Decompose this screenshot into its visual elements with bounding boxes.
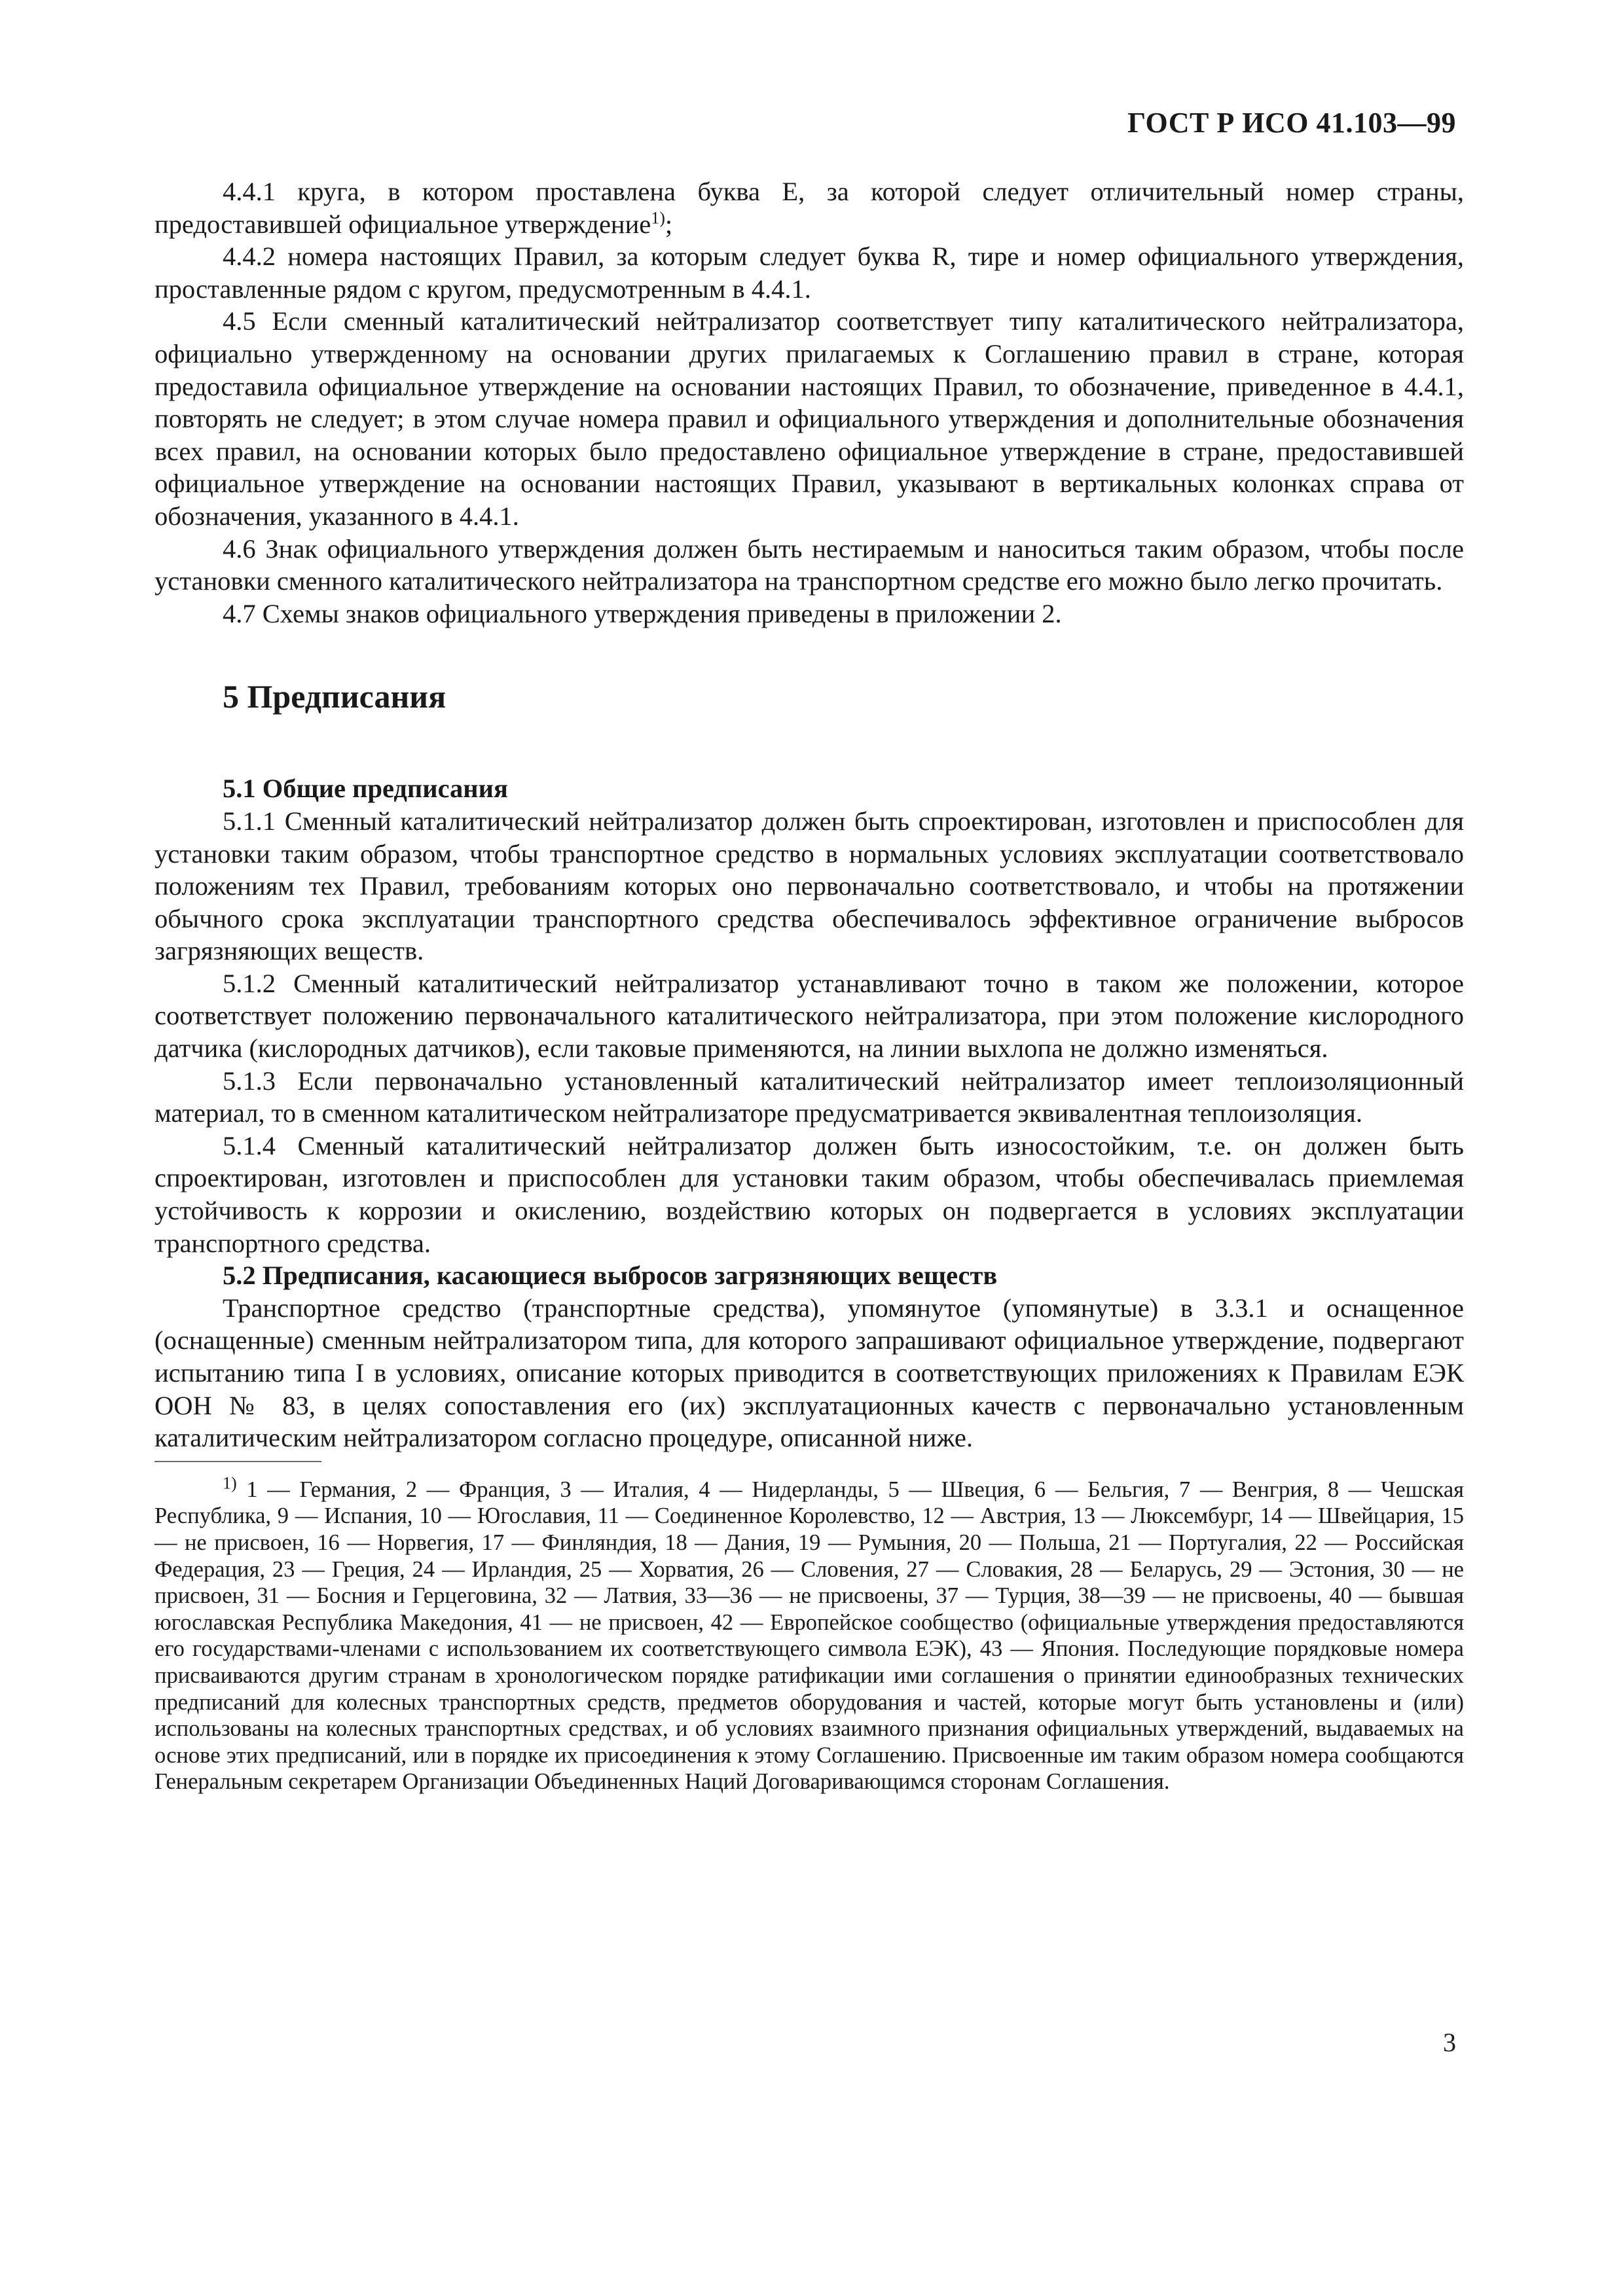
document-code-header: ГОСТ Р ИСО 41.103—99: [1127, 107, 1456, 139]
footnote-1-mark: 1): [223, 1473, 237, 1493]
section-5-heading: 5 Предписания: [223, 678, 447, 715]
footnote-1-text: 1 — Германия, 2 — Франция, 3 — Италия, 4 — Нидерланды, 5 — Швеция, 6 — Бельгия, 7 — Венгрия, 8 — Чешская Республика, 9 — Испания, 10 — Югославия, 11 — Соединенное Королевство, 12 — Австрия, 13 — Люксембург, 14 — Швейцария, 15 — не присвоен, 16 — Норвегия, 17 — Финляндия, 18 — Дания, 19 — Румыния, 20 — Польша, 21 — Португалия, 22 — Российская Федерация, 23 — Греция, 24 — Ирландия, 25 — Хорватия, 26 — Словения, 27 — Словакия, 28 — Беларусь, 29 — Эстония, 30 — не присвоен, 31 — Босния и Герцеговина, 32 — Латвия, 33—36 — не присвоены, 37 — Турция, 38—39 — не присвоены, 40 — бывшая югославская Республика Македония, 41 — не присвоен, 42 — Европейское сообщество (официальные утверждения предоставляются его государствами-членами с использованием их соответствующего символа ЕЭК), 43 — Япония. Последующие порядковые номера присваиваются другим странам в хронологическом порядке ратификации ими соглашения о принятии единообразных технических предписаний для колесных транспортных средств, предметов оборудования и частей, которые могут быть установлены и (или) использованы на колесных транспортных средствах, и об условиях взаимного признания официальных утверждений, выдаваемых на основе этих предписаний, или в порядке их присоединения к этому Соглашению. Присвоенные им таким образом номера сообщаются Генеральным секретарем Организации Объединенных Наций Договаривающимся сторонам Соглашения.: [155, 1477, 1464, 1795]
paragraph-4-5: 4.5 Если сменный каталитический нейтрализатор соответствует типу каталитического нейтрализатора, официально утвержденному на основании других прилагаемых к Соглашению правил в стране, которая предоставила официальное утверждение на основании настоящих Правил, то обозначение, приведенное в 4.4.1, повторять не следует; в этом случае номера правил и официального утверждения и дополнительные обозначения всех правил, на основании которых было предоставлено официальное утверждение в стране, предоставившей официальное утверждение на основании настоящих Правил, указывают в вертикальных колонках справа от обозначения, указанного в 4.4.1.: [155, 306, 1464, 531]
paragraph-5-1-4: 5.1.4 Сменный каталитический нейтрализатор должен быть износостойким, т.е. он должен быть спроектирован, изготовлен и приспособлен для установки таким образом, чтобы обеспечивалась приемлемая устойчивость к коррозии и окислению, воздействию которых он подвергается в условиях эксплуатации транспортного средства.: [155, 1130, 1464, 1258]
paragraph-5-1-3: 5.1.3 Если первоначально установленный каталитический нейтрализатор имеет теплоизоляционный материал, то в сменном каталитическом нейтрализаторе предусматривается эквивалентная теплоизоляция.: [155, 1066, 1464, 1128]
paragraph-4-4-1: [155, 175, 1464, 240]
subsection-5-1-heading: 5.1 Общие предписания: [223, 774, 508, 804]
paragraph-4-4-2: 4.4.2 номера настоящих Правил, за которым следует буква R, тире и номер официального утверждения, проставленные рядом с кругом, предусмотренным в 4.4.1.: [155, 242, 1464, 304]
paragraph-4-4-1-text: 4.4.1 круга, в котором проставлена буква Е, за которой следует отличительный номер страны, предоставившей официальное утверждение: [155, 177, 1464, 239]
subsection-5-2-heading: 5.2 Предписания, касающиеся выбросов загрязняющих веществ: [223, 1261, 998, 1291]
paragraph-4-4-1-tail: ;: [665, 209, 673, 239]
footnote-reference-1[interactable]: 1): [651, 208, 665, 228]
page-body: [155, 175, 1464, 1795]
paragraph-5-2: Транспортное средство (транспортные средства), упомянутое (упомянутые) в 3.3.1 и оснащенное (оснащенные) сменным нейтрализатором типа, для которого запрашивают официальное утверждение, подвергают испытанию типа I в условиях, описание которых приводится в соответствующих приложениях к Правилам ЕЭК ООН № 83, в целях сопоставления его (их) эксплуатационных качеств с первоначально установленным каталитическим нейтрализатором согласно процедуре, описанной ниже.: [155, 1293, 1464, 1453]
footnote-1: [155, 1473, 1464, 1795]
paragraph-4-7: 4.7 Схемы знаков официального утверждения приведены в приложении 2.: [223, 598, 1062, 628]
paragraph-4-6: 4.6 Знак официального утверждения должен быть нестираемым и наноситься таким образом, чтобы после установки сменного каталитического нейтрализатора на транспортном средстве его можно было легко прочитать.: [155, 533, 1464, 596]
footnote-separator: [155, 1461, 321, 1462]
paragraph-5-1-1: 5.1.1 Сменный каталитический нейтрализатор должен быть спроектирован, изготовлен и приспособлен для установки таким образом, чтобы транспортное средство в нормальных условиях эксплуатации соответствовало положениям тех Правил, требованиям которых оно первоначально соответствовало, и чтобы на протяжении обычного срока эксплуатации транспортного средства обеспечивалось эффективное ограничение выбросов загрязняющих веществ.: [155, 806, 1464, 966]
paragraph-5-1-2: 5.1.2 Сменный каталитический нейтрализатор устанавливают точно в таком же положении, которое соответствует положению первоначального каталитического нейтрализатора, при этом положение кислородного датчика (кислородных датчиков), если таковые применяются, на линии выхлопа не должно изменяться.: [155, 968, 1464, 1064]
page-number: 3: [1443, 2028, 1456, 2057]
